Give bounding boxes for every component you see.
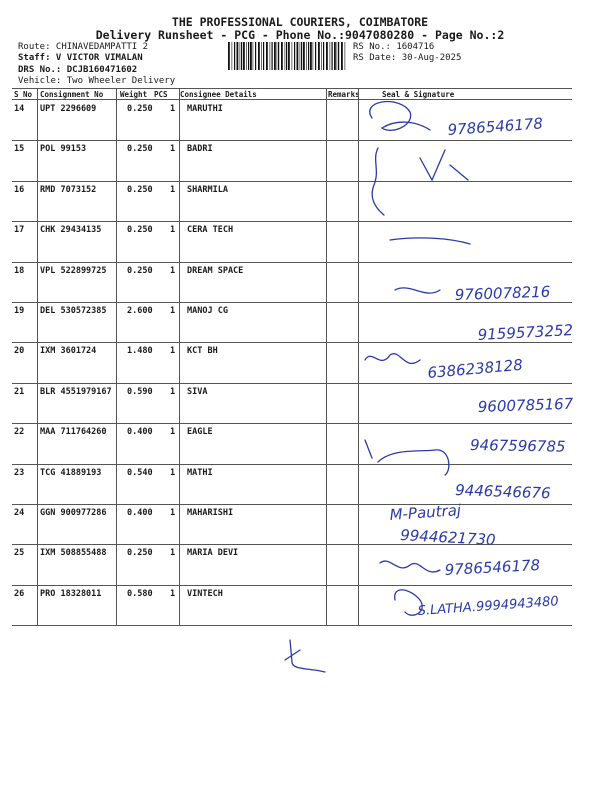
cell-consignee: CERA TECH xyxy=(187,225,234,236)
cell-weight: 0.250 xyxy=(127,144,153,155)
cell-consignment: PRO 18328011 xyxy=(40,588,102,599)
barcode-bar xyxy=(318,42,320,70)
signature-stroke xyxy=(365,440,449,475)
cell-sno: 25 xyxy=(14,548,25,559)
row-rule xyxy=(12,585,572,586)
col-divider xyxy=(116,423,117,463)
col-divider xyxy=(326,221,327,261)
rs-date: RS Date: 30-Aug-2025 xyxy=(353,53,462,63)
cell-sno: 18 xyxy=(14,265,25,276)
col-header-consignee: Consignee Details xyxy=(180,90,257,99)
barcode-bar xyxy=(330,42,331,70)
col-divider xyxy=(116,140,117,180)
barcode-bar xyxy=(301,42,302,70)
barcode-bar xyxy=(315,42,316,70)
col-divider xyxy=(37,262,38,302)
cell-pcs: 1 xyxy=(170,427,176,438)
barcode-bar xyxy=(243,42,245,70)
document-subtitle: Delivery Runsheet - PCG - Phone No.:9047080280 - Page No.:2 xyxy=(95,28,505,42)
cell-sno: 24 xyxy=(14,508,25,518)
col-divider xyxy=(358,423,359,463)
barcode-bar xyxy=(258,42,260,70)
handwritten-phone: 9786546178 xyxy=(447,114,544,139)
col-divider xyxy=(179,140,180,180)
cell-consignee: MARUTHI xyxy=(187,104,223,114)
col-divider xyxy=(179,464,180,504)
cell-pcs: 1 xyxy=(170,225,176,236)
cell-sno: 22 xyxy=(14,427,25,438)
col-header-sno: S No xyxy=(14,90,33,99)
cell-consignee: BADRI xyxy=(187,144,213,155)
cell-weight: 0.580 xyxy=(127,588,153,599)
row-rule xyxy=(12,423,572,424)
barcode-bar xyxy=(292,42,293,70)
row-rule xyxy=(12,504,572,505)
col-divider xyxy=(116,504,117,544)
barcode-image xyxy=(228,42,348,70)
col-divider xyxy=(326,423,327,463)
cell-sno: 20 xyxy=(14,346,25,357)
cell-pcs: 1 xyxy=(170,346,176,357)
col-divider xyxy=(37,383,38,423)
cell-pcs: 1 xyxy=(170,306,176,316)
col-header-weight: Weight xyxy=(120,90,148,99)
col-divider xyxy=(116,262,117,302)
cell-sno: 19 xyxy=(14,306,25,316)
col-divider xyxy=(179,88,180,100)
cell-consignment: VPL 522899725 xyxy=(40,265,107,276)
cell-consignment: MAA 711764260 xyxy=(40,427,107,438)
cell-pcs: 1 xyxy=(170,508,176,518)
cell-consignee: VINTECH xyxy=(187,588,223,599)
barcode-bar xyxy=(234,42,235,70)
row-rule xyxy=(12,262,572,263)
cell-consignee: SIVA xyxy=(187,386,208,397)
col-divider xyxy=(358,302,359,342)
col-divider xyxy=(116,585,117,625)
cell-consignee: MATHI xyxy=(187,467,213,478)
col-divider xyxy=(179,181,180,221)
barcode-bar xyxy=(241,42,242,70)
cell-pcs: 1 xyxy=(170,467,176,478)
col-divider xyxy=(37,88,38,100)
col-divider xyxy=(326,544,327,584)
barcode-bar xyxy=(337,42,338,70)
barcode-bar xyxy=(285,42,286,70)
barcode-bar xyxy=(310,42,312,70)
cell-consignee: MANOJ CG xyxy=(187,306,228,316)
cell-weight: 0.250 xyxy=(127,265,153,276)
col-divider xyxy=(326,585,327,625)
row-rule xyxy=(12,544,572,545)
signature-stroke xyxy=(370,102,430,131)
barcode-bar xyxy=(297,42,299,70)
barcode-bar xyxy=(237,42,239,70)
col-divider xyxy=(116,221,117,261)
row-rule xyxy=(12,140,572,141)
signature-stroke xyxy=(420,150,468,180)
barcode-bar xyxy=(341,42,343,70)
cell-weight: 0.590 xyxy=(127,386,153,397)
vehicle-label: Vehicle: Two Wheeler Delivery xyxy=(18,76,176,86)
barcode-bar xyxy=(306,42,307,70)
barcode-bar xyxy=(303,42,305,70)
cell-consignment: TCG 41889193 xyxy=(40,467,102,478)
col-divider xyxy=(116,544,117,584)
barcode-bar xyxy=(294,42,295,70)
cell-weight: 1.480 xyxy=(127,346,153,357)
cell-sno: 17 xyxy=(14,225,25,236)
col-divider xyxy=(37,544,38,584)
handwritten-phone: 9944621730 xyxy=(399,526,497,549)
rs-number: RS No.: 1604716 xyxy=(353,42,435,52)
barcode-bar xyxy=(326,42,328,70)
signature-stroke xyxy=(395,288,440,293)
row-rule xyxy=(12,221,572,222)
cell-consignment: BLR 4551979167 xyxy=(40,386,112,397)
row-rule xyxy=(12,302,572,303)
document-title: THE PROFESSIONAL COURIERS, COIMBATORE xyxy=(171,15,429,29)
cell-pcs: 1 xyxy=(170,184,176,195)
col-divider xyxy=(37,221,38,261)
col-divider xyxy=(37,585,38,625)
signature-stroke xyxy=(365,354,420,364)
cell-weight: 0.250 xyxy=(127,548,153,559)
barcode-bar xyxy=(253,42,254,70)
cell-sno: 15 xyxy=(14,144,25,155)
col-header-consignment: Consignment No xyxy=(40,90,104,99)
staff-label: Staff: V VICTOR VIMALAN xyxy=(18,53,143,63)
col-divider xyxy=(326,302,327,342)
cell-pcs: 1 xyxy=(170,386,176,397)
signature-stroke xyxy=(390,238,470,244)
col-divider xyxy=(358,140,359,180)
col-divider xyxy=(179,544,180,584)
barcode-bar xyxy=(266,42,268,70)
barcode-bar xyxy=(255,42,256,70)
col-divider xyxy=(179,504,180,544)
cell-consignee: DREAM SPACE xyxy=(187,265,244,276)
col-divider xyxy=(358,585,359,625)
cell-consignee: SHARMILA xyxy=(187,184,228,195)
drs-number: DRS No.: DCJB160471602 xyxy=(18,65,138,75)
barcode-bar xyxy=(278,42,279,70)
cell-pcs: 1 xyxy=(170,265,176,276)
barcode-bar xyxy=(323,42,324,70)
cell-consignment: POL 99153 xyxy=(40,144,87,155)
col-divider xyxy=(326,342,327,382)
barcode-bar xyxy=(240,42,241,70)
col-divider xyxy=(326,181,327,221)
col-divider xyxy=(37,423,38,463)
col-divider xyxy=(358,342,359,382)
cell-pcs: 1 xyxy=(170,588,176,599)
handwritten-name: S.LATHA.9994943480 xyxy=(417,594,560,619)
col-divider xyxy=(358,383,359,423)
col-divider xyxy=(37,464,38,504)
col-divider xyxy=(326,140,327,180)
barcode-bar xyxy=(270,42,271,70)
cell-consignment: IXM 3601724 xyxy=(40,346,97,357)
handwritten-phone: 9600785167 xyxy=(477,394,574,416)
barcode-bar xyxy=(313,42,314,70)
cell-sno: 14 xyxy=(14,104,25,114)
barcode-bar xyxy=(272,42,273,70)
col-divider xyxy=(358,88,359,100)
barcode-bar xyxy=(332,42,333,70)
barcode-bar xyxy=(281,42,283,70)
cell-consignment: CHK 29434135 xyxy=(40,225,102,236)
barcode-bar xyxy=(308,42,309,70)
col-header-signature: Seal & Signature xyxy=(382,90,455,99)
col-divider xyxy=(116,342,117,382)
cell-consignee: MARIA DEVI xyxy=(187,548,239,559)
barcode-bar xyxy=(232,42,233,70)
col-divider xyxy=(116,383,117,423)
row-rule xyxy=(12,383,572,384)
barcode-bar xyxy=(250,42,252,70)
col-divider xyxy=(116,302,117,342)
barcode-bar xyxy=(321,42,322,70)
col-divider xyxy=(179,423,180,463)
handwritten-phone: 9786546178 xyxy=(444,556,541,579)
cell-sno: 21 xyxy=(14,386,25,397)
row-rule xyxy=(12,181,572,182)
barcode-bar xyxy=(334,42,336,70)
col-divider xyxy=(358,262,359,302)
cell-sno: 16 xyxy=(14,184,25,195)
barcode-bar xyxy=(263,42,264,70)
cell-weight: 0.250 xyxy=(127,225,153,236)
handwritten-phone: 9467596785 xyxy=(469,436,566,456)
col-divider xyxy=(326,504,327,544)
col-divider xyxy=(179,383,180,423)
header-bottom-rule xyxy=(12,99,572,100)
row-rule xyxy=(12,464,572,465)
cell-consignment: GGN 900977286 xyxy=(40,508,107,518)
handwritten-phone: 9159573252 xyxy=(477,321,574,344)
cell-consignment: UPT 2296609 xyxy=(40,104,97,114)
row-rule xyxy=(12,342,572,343)
cell-weight: 0.250 xyxy=(127,184,153,195)
col-divider xyxy=(358,100,359,140)
col-divider xyxy=(358,181,359,221)
signature-stroke xyxy=(380,561,440,572)
signature-stroke xyxy=(285,640,325,672)
barcode-bar xyxy=(228,42,230,70)
handwritten-phone: 9760078216 xyxy=(454,282,551,304)
cell-pcs: 1 xyxy=(170,548,176,559)
col-divider xyxy=(37,140,38,180)
col-divider xyxy=(116,181,117,221)
col-divider xyxy=(179,100,180,140)
col-divider xyxy=(179,302,180,342)
cell-consignee: KCT BH xyxy=(187,346,218,357)
col-divider xyxy=(326,464,327,504)
barcode-bar xyxy=(345,42,346,70)
cell-pcs: 1 xyxy=(170,104,176,114)
col-header-pcs: PCS xyxy=(154,90,168,99)
col-divider xyxy=(37,504,38,544)
handwritten-phone: 9446546676 xyxy=(454,481,551,503)
col-divider xyxy=(179,342,180,382)
col-divider xyxy=(37,100,38,140)
col-divider xyxy=(116,464,117,504)
col-header-remarks: Remarks xyxy=(328,90,360,99)
col-divider xyxy=(358,221,359,261)
signature-stroke xyxy=(395,590,423,615)
cell-pcs: 1 xyxy=(170,144,176,155)
barcode-bar xyxy=(274,42,276,70)
barcode-bar xyxy=(261,42,262,70)
handwritten-phone: 6386238128 xyxy=(426,355,524,382)
cell-weight: 0.540 xyxy=(127,467,153,478)
col-divider xyxy=(179,585,180,625)
col-divider xyxy=(326,383,327,423)
cell-consignment: RMD 7073152 xyxy=(40,184,97,195)
handwritten-name: M-Pautraj xyxy=(389,501,462,524)
col-divider xyxy=(116,100,117,140)
cell-consignment: IXM 508855488 xyxy=(40,548,107,559)
barcode-bar xyxy=(246,42,247,70)
col-divider xyxy=(179,221,180,261)
barcode-bar xyxy=(288,42,290,70)
col-divider xyxy=(37,302,38,342)
barcode-bar xyxy=(248,42,249,70)
row-rule xyxy=(12,625,572,626)
cell-weight: 2.600 xyxy=(127,306,153,316)
cell-sno: 23 xyxy=(14,467,25,478)
col-divider xyxy=(358,464,359,504)
col-divider xyxy=(326,262,327,302)
col-divider xyxy=(358,544,359,584)
col-divider xyxy=(326,88,327,100)
barcode-bar xyxy=(338,42,339,70)
cell-weight: 0.250 xyxy=(127,104,153,114)
header-top-rule xyxy=(12,88,572,89)
col-divider xyxy=(37,181,38,221)
cell-consignment: DEL 530572385 xyxy=(40,306,107,316)
route-label: Route: CHINAVEDAMPATTI 2 xyxy=(18,42,149,52)
cell-sno: 26 xyxy=(14,588,25,599)
col-divider xyxy=(358,504,359,544)
cell-weight: 0.400 xyxy=(127,508,153,518)
col-divider xyxy=(179,262,180,302)
barcode-bar xyxy=(286,42,287,70)
col-divider xyxy=(37,342,38,382)
barcode-bar xyxy=(300,42,301,70)
cell-weight: 0.400 xyxy=(127,427,153,438)
col-divider xyxy=(116,88,117,100)
barcode-bar xyxy=(277,42,278,70)
cell-consignee: EAGLE xyxy=(187,427,213,438)
col-divider xyxy=(326,100,327,140)
cell-consignee: MAHARISHI xyxy=(187,508,234,518)
